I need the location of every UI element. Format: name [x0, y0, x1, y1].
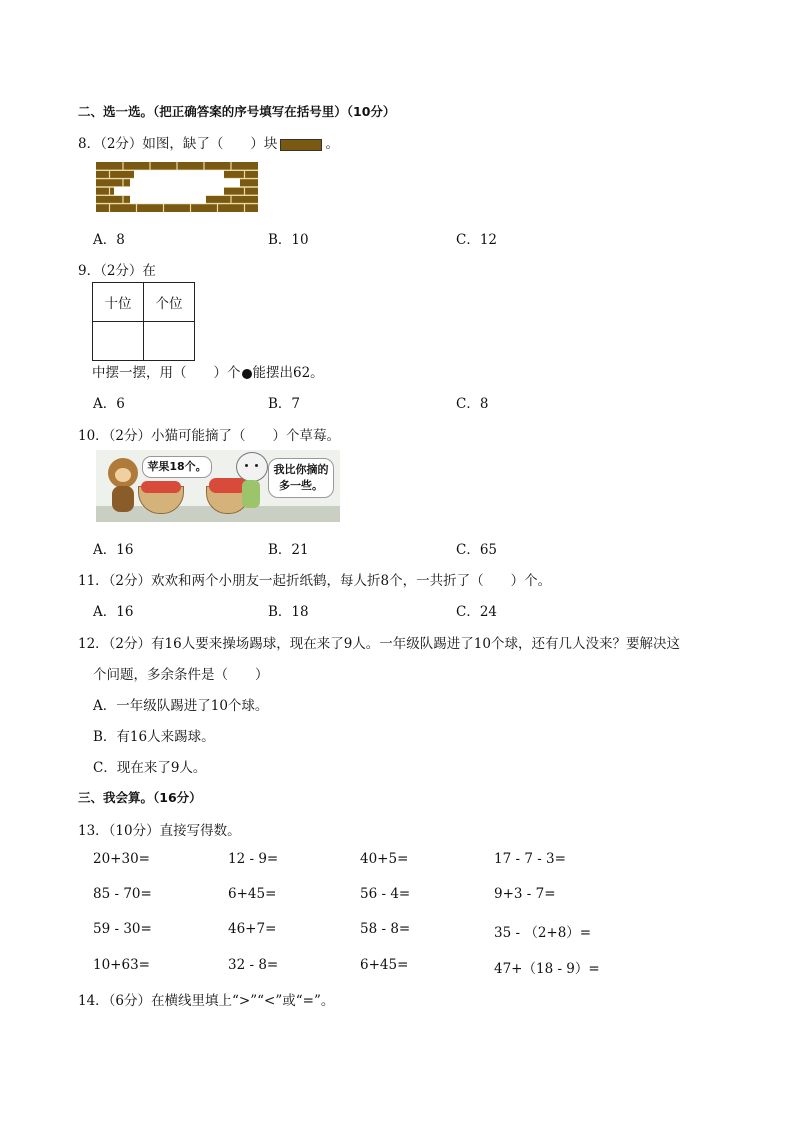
q9-option-a[interactable]: A．6: [93, 396, 125, 412]
calc-item: 35 - （2+8）=: [494, 925, 592, 941]
calc-item: 10+63=: [93, 957, 150, 973]
q10-option-b[interactable]: B．21: [268, 542, 309, 558]
calc-item: 6+45=: [360, 957, 409, 973]
calc-item: 20+30=: [93, 851, 150, 867]
q8-option-a[interactable]: A．8: [93, 232, 125, 248]
calc-item: 47+（18 - 9）=: [494, 961, 600, 977]
calc-item: 6+45=: [228, 886, 277, 902]
section-2-title: 二、选一选。（把正确答案的序号填写在括号里）（10分）: [78, 104, 396, 119]
question-14-stem: 14．（6分）在横线里填上“>”“<”或“=”。: [78, 993, 335, 1009]
q9-option-c[interactable]: C．8: [456, 396, 489, 412]
calc-item: 12 - 9=: [228, 851, 279, 867]
q11-option-b[interactable]: B．18: [268, 604, 309, 620]
q8-option-c[interactable]: C．12: [456, 232, 498, 248]
ones-header: 个位: [144, 283, 195, 322]
question-9-continuation: [92, 361, 324, 381]
question-8-stem: [78, 132, 339, 152]
question-12-stem-line-2: 个问题，多余条件是（ ）: [93, 667, 269, 683]
question-13-stem: 13．（10分）直接写得数。: [78, 823, 241, 839]
tens-cell[interactable]: [93, 322, 144, 361]
calc-item: 58 - 8=: [360, 921, 411, 937]
calc-item: 46+7=: [228, 921, 277, 937]
brick-wall-figure: [96, 162, 258, 212]
bead-icon: [242, 369, 252, 379]
question-8-stem-end: 。: [325, 136, 339, 152]
q9-text-after: 能摆出62。: [252, 365, 324, 381]
question-12-stem-line-1: 12．（2分）有16人要来操场踢球，现在来了9人。一年级队踢进了10个球，还有几人没来？要解决这: [78, 636, 680, 652]
question-8-stem-text: 8．（2分）如图，缺了（ ）块: [78, 136, 278, 152]
cat-speech-bubble: 我比你摘的多一些。: [268, 458, 334, 498]
q12-option-a[interactable]: A．一年级队踢进了10个球。: [93, 698, 269, 714]
strawberry-illustration: [96, 450, 340, 522]
calc-item: 32 - 8=: [228, 957, 279, 973]
cat-icon: [236, 452, 268, 482]
calc-item: 56 - 4=: [360, 886, 411, 902]
monkey-icon: [108, 458, 138, 488]
calc-item: 85 - 70=: [93, 886, 152, 902]
question-10-stem: 10．（2分）小猫可能摘了（ ）个草莓。: [78, 428, 341, 444]
brick-icon: [280, 139, 322, 151]
question-11-stem: 11．（2分）欢欢和两个小朋友一起折纸鹤，每人折8个，一共折了（ ）个。: [78, 573, 552, 589]
q12-option-c[interactable]: C．现在来了9人。: [93, 760, 207, 776]
q9-option-b[interactable]: B．7: [268, 396, 301, 412]
calc-item: 17 - 7 - 3=: [494, 851, 566, 867]
calc-item: 9+3 - 7=: [494, 886, 556, 902]
q10-option-a[interactable]: A．16: [93, 542, 134, 558]
place-value-table: [92, 282, 195, 361]
monkey-speech-bubble: 苹果18个。: [142, 456, 212, 478]
q10-option-c[interactable]: C．65: [456, 542, 498, 558]
q11-option-c[interactable]: C．24: [456, 604, 498, 620]
calc-item: 59 - 30=: [93, 921, 152, 937]
q12-option-b[interactable]: B．有16人来踢球。: [93, 729, 215, 745]
question-9-stem: 9．（2分）在: [78, 263, 156, 279]
calc-item: 40+5=: [360, 851, 409, 867]
tens-header: 十位: [93, 283, 144, 322]
q9-text-before: 中摆一摆，用（ ）个: [92, 365, 241, 381]
q11-option-a[interactable]: A．16: [93, 604, 134, 620]
q8-option-b[interactable]: B．10: [268, 232, 309, 248]
ones-cell[interactable]: [144, 322, 195, 361]
section-3-title: 三、我会算。（16分）: [78, 790, 202, 805]
